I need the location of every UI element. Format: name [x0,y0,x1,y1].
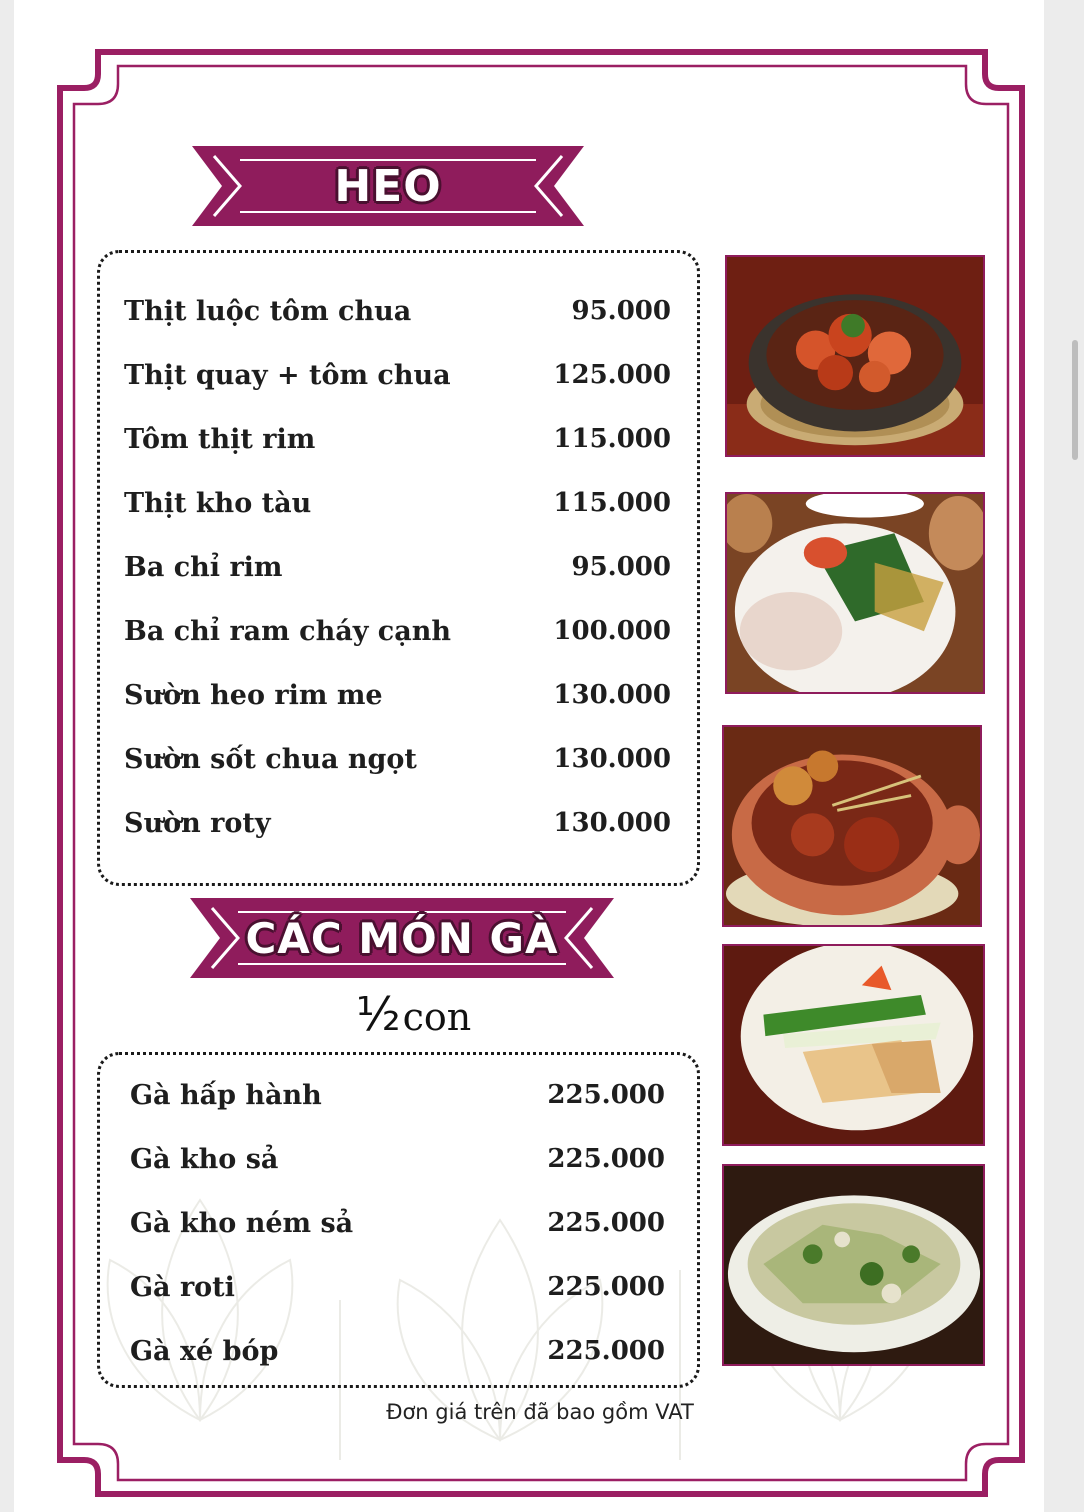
menu-item-name: Gà xé bóp [130,1335,279,1367]
menu-item [124,803,671,843]
menu-item [124,355,671,395]
pork-platter-photo [725,492,985,694]
menu-item-price: 100.000 [553,616,671,646]
menu-item-price: 225.000 [547,1336,665,1366]
menu-item-price: 225.000 [547,1272,665,1302]
menu-item [130,1075,665,1115]
menu-item-price: 125.000 [553,360,671,390]
menu-item-name: Thịt kho tàu [124,487,312,519]
menu-item-name: Ba chỉ rim [124,551,283,583]
menu-item [124,611,671,651]
menu-item-name: Thịt quay + tôm chua [124,359,451,391]
section-banner-heo [192,146,584,226]
menu-item-price: 225.000 [547,1080,665,1110]
menu-item [124,291,671,331]
menu-item [130,1203,665,1243]
shrimp-clay-pot-photo [725,255,985,457]
scrollbar-thumb[interactable] [1072,340,1078,460]
menu-item-price: 115.000 [553,488,671,518]
portion-fraction: ½ [356,987,401,1041]
menu-item-price: 95.000 [571,552,671,582]
section-title-ga: CÁC MÓN GÀ [245,913,559,963]
menu-item [130,1267,665,1307]
portion-unit: con [402,995,472,1039]
menu-item-name: Ba chỉ ram cháy cạnh [124,615,451,647]
menu-item [124,483,671,523]
menu-item-name: Tôm thịt rim [124,423,316,455]
menu-item-price: 130.000 [553,808,671,838]
menu-item [130,1331,665,1371]
menu-item [124,675,671,715]
menu-item-name: Thịt luộc tôm chua [124,295,412,327]
menu-item-name: Sườn sốt chua ngọt [124,743,417,775]
steamed-chicken-photo [722,944,985,1146]
section-title-heo: HEO [334,160,442,212]
menu-item-price: 225.000 [547,1144,665,1174]
menu-item-price: 130.000 [553,744,671,774]
menu-item-price: 95.000 [571,296,671,326]
portion-label [356,986,471,1042]
vat-footnote: Đơn giá trên đã bao gồm VAT [386,1400,694,1424]
braised-pork-egg-photo [722,725,982,927]
menu-item [130,1139,665,1179]
menu-list-ga [97,1052,700,1388]
chicken-salad-photo [722,1164,985,1366]
menu-item-name: Gà hấp hành [130,1079,322,1111]
menu-item [124,419,671,459]
menu-item-name: Gà kho sả [130,1143,279,1175]
section-banner-ga [190,898,614,978]
menu-item-price: 225.000 [547,1208,665,1238]
menu-item-price: 130.000 [553,680,671,710]
menu-item [124,739,671,779]
menu-item [124,547,671,587]
menu-item-price: 115.000 [553,424,671,454]
menu-list-heo [97,250,700,886]
menu-item-name: Sườn roty [124,807,271,839]
menu-item-name: Gà roti [130,1271,235,1303]
menu-item-name: Gà kho ném sả [130,1207,354,1239]
menu-item-name: Sườn heo rim me [124,679,383,711]
